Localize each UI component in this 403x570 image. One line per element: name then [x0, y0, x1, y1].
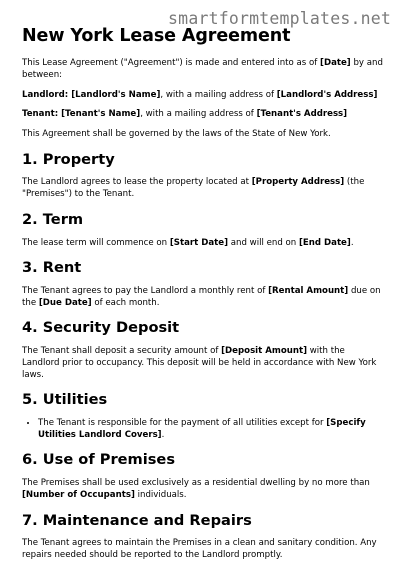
maintenance-paragraph: The Tenant agrees to maintain the Premises in a clean and sanitary condition. Any repairs needed should be reported to the Landlord promptly.: [22, 538, 377, 560]
term-text-mid: and will end on: [228, 237, 299, 248]
intro-paragraph: [22, 58, 384, 81]
use-paragraph: [22, 478, 384, 501]
tenant-name-field: [Tenant's Name]: [61, 109, 141, 120]
landlord-line: [22, 90, 384, 102]
deposit-amount-field: [Deposit Amount]: [221, 346, 308, 357]
property-paragraph: [22, 177, 384, 200]
due-date-field: [Due Date]: [38, 297, 92, 308]
document-title: New York Lease Agreement: [22, 26, 291, 46]
utilities-field: [Specify Utilities Landlord Covers]: [38, 417, 366, 440]
use-text-end: individuals.: [134, 489, 187, 500]
term-text-end: .: [350, 237, 354, 248]
rent-text-end: of each month.: [91, 297, 160, 308]
lease-document: [22, 26, 384, 570]
deposit-text-end: with the Landlord prior to occupancy. This deposit will be held in accordance with New York laws.: [22, 346, 377, 380]
occupants-field: [Number of Occupants]: [22, 489, 135, 500]
intro-text-end: by and between:: [22, 58, 383, 80]
landlord-address-field: [Landlord's Address]: [276, 89, 378, 100]
tenant-line: [22, 109, 384, 121]
deposit-paragraph: [22, 346, 384, 381]
start-date-field: [Start Date]: [169, 237, 229, 248]
date-field: [Date]: [320, 58, 351, 69]
section-heading-term: 2. Term: [22, 210, 84, 228]
landlord-name-field: [Landlord's Name]: [71, 89, 161, 100]
utilities-list: [22, 418, 384, 441]
section-heading-rent: 3. Rent: [22, 259, 82, 277]
landlord-label: Landlord:: [22, 89, 72, 100]
deposit-text: The Tenant shall deposit a security amount of: [22, 346, 222, 357]
rent-text: The Tenant agrees to pay the Landlord a monthly rent of: [22, 285, 269, 296]
utilities-text: The Tenant is responsible for the payment of all utilities except for: [38, 417, 327, 428]
tenant-address-field: [Tenant's Address]: [256, 109, 348, 120]
tenant-label: Tenant:: [22, 109, 62, 120]
list-item: [38, 418, 384, 441]
property-text: The Landlord agrees to lease the property located at: [22, 177, 252, 188]
end-date-field: [End Date]: [298, 237, 351, 248]
rent-paragraph: [22, 286, 384, 309]
intro-text: This Lease Agreement ("Agreement") is made and entered into as of: [22, 58, 321, 69]
watermark-text: smartformtemplates.net: [168, 9, 391, 28]
rent-text-mid: due on the: [22, 285, 381, 308]
property-address-field: [Property Address]: [251, 177, 345, 188]
term-text: The lease term will commence on: [22, 237, 170, 248]
governing-law-paragraph: This Agreement shall be governed by the laws of the State of New York.: [22, 128, 331, 139]
landlord-mid-text: , with a mailing address of: [160, 89, 277, 100]
utilities-text-end: .: [161, 429, 165, 440]
section-heading-security-deposit: 4. Security Deposit: [22, 319, 180, 337]
term-paragraph: [22, 238, 384, 250]
use-text: The Premises shall be used exclusively as a residential dwelling by no more than: [22, 478, 370, 489]
rental-amount-field: [Rental Amount]: [268, 285, 349, 296]
section-heading-use-of-premises: 6. Use of Premises: [22, 451, 176, 469]
section-heading-utilities: 5. Utilities: [22, 391, 108, 409]
property-text-end: (the "Premises") to the Tenant.: [22, 177, 365, 200]
section-heading-maintenance: 7. Maintenance and Repairs: [22, 511, 252, 529]
tenant-mid-text: , with a mailing address of: [140, 109, 257, 120]
section-heading-property: 1. Property: [22, 150, 115, 168]
